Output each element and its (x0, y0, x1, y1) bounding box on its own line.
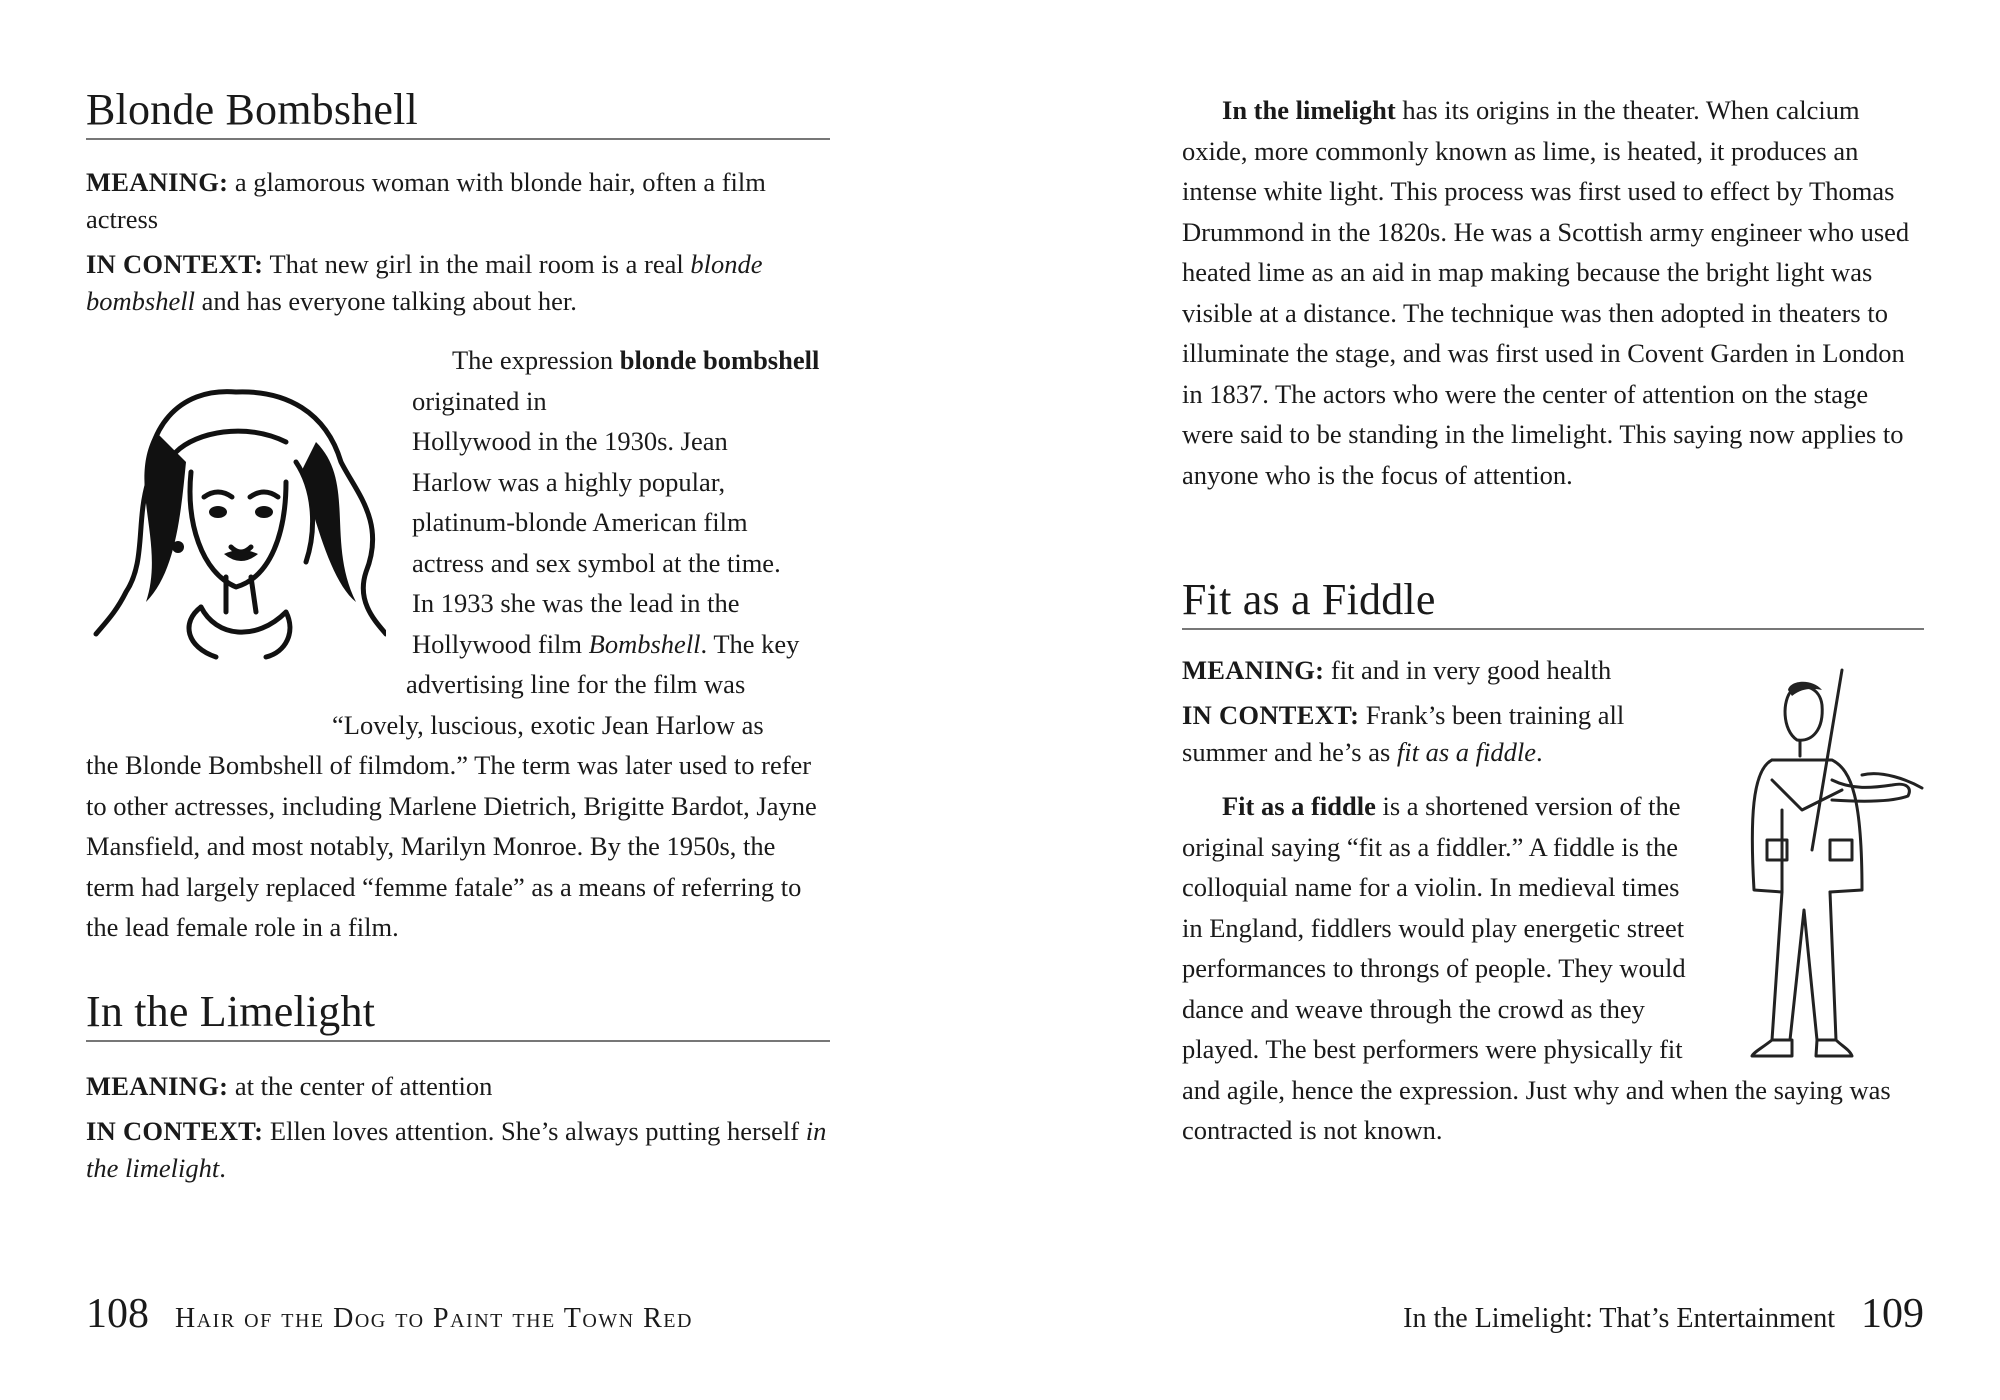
entry-body-fit-as-a-fiddle (1182, 786, 1924, 1151)
right-page (1182, 0, 1924, 1400)
body-text: originated in (412, 385, 547, 416)
entry-title-fit-as-a-fiddle: Fit as a Fiddle (1182, 576, 1924, 630)
body-text: . The key (700, 628, 800, 659)
body-bold-phrase: Fit as a fiddle (1222, 791, 1376, 821)
context-text-start: That new girl in the mail room is a real (269, 249, 691, 279)
film-title: Bombshell (588, 628, 701, 659)
body-bold-phrase: blonde bombshell (619, 345, 820, 375)
page-number: 109 (1861, 1291, 1924, 1337)
body-text: The expression (452, 345, 620, 375)
context-text-end: . (1536, 737, 1543, 767)
meaning-label: MEANING: (86, 1071, 229, 1101)
limelight-body (1182, 90, 1924, 495)
context-line (1182, 697, 1642, 771)
body-bold-phrase: In the limelight (1222, 95, 1396, 125)
definition-block-blonde-bombshell (86, 164, 830, 320)
body-text: actress and sex symbol at the time. (412, 547, 781, 578)
body-text: “Lovely, luscious, exotic Jean Harlow as (332, 709, 764, 740)
context-text-start: Ellen loves attention. She’s always putting herself (269, 1116, 806, 1146)
context-phrase: blonde bombshell (86, 249, 763, 316)
right-footer (1182, 1290, 1924, 1346)
meaning-label: MEANING: (86, 167, 229, 197)
context-text-start: Frank’s been training all summer and he’s as (1182, 700, 1625, 767)
context-label: IN CONTEXT: (1182, 700, 1360, 730)
running-title: In the Limelight: That’s Entertainment (1403, 1303, 1835, 1334)
meaning-line (86, 164, 830, 238)
body-text: Hollywood in the 1930s. Jean (412, 426, 728, 456)
definition-block-in-the-limelight (86, 1068, 830, 1187)
context-label: IN CONTEXT: (86, 249, 264, 279)
page-number: 108 (86, 1291, 149, 1337)
context-label: IN CONTEXT: (86, 1116, 264, 1146)
running-title: Hair of the Dog to Paint the Town Red (175, 1303, 693, 1334)
meaning-text: a glamorous woman with blonde hair, often a film actress (86, 167, 766, 234)
context-text-end: . (219, 1153, 226, 1183)
meaning-line (1182, 652, 1642, 689)
meaning-text: fit and in very good health (1330, 655, 1612, 685)
body-text: advertising line for the film was (406, 669, 746, 699)
definition-block-fit-as-a-fiddle (1182, 652, 1642, 771)
entry-title-in-the-limelight: In the Limelight (86, 988, 830, 1042)
context-phrase: fit as a fiddle (1396, 737, 1537, 767)
body-text: Hollywood film (412, 628, 589, 659)
body-text: In 1933 she was the lead in the (412, 588, 740, 618)
meaning-label: MEANING: (1182, 655, 1325, 685)
context-phrase: in the limelight (86, 1116, 827, 1183)
entry-body-blonde-bombshell (86, 340, 830, 948)
left-page (86, 0, 830, 1400)
context-text-end: and has everyone talking about her. (194, 286, 577, 316)
entry-title-blonde-bombshell: Blonde Bombshell (86, 86, 830, 140)
left-footer (86, 1290, 830, 1346)
body-text: the Blonde Bombshell of filmdom.” The term was later used to refer to other actresses, including Marlene Dietrich, Brigitte Bardot, Jayne Mansfield, and most notably, Marilyn Monroe. By the 1950s, the term had largely replaced “femme fatale” as a means of referring to the lead female role in a film. (86, 750, 817, 942)
body-text: platinum-blonde American film (412, 507, 748, 537)
meaning-text: at the center of attention (234, 1071, 493, 1101)
body-text: is a shortened version of the original saying “fit as a fiddler.” A fiddle is the colloquial name for a violin. In medieval times in England, fiddlers would play energetic street performances to throngs of people. They would dance and weave through the crowd as they played. The best performers were physically fit and agile, hence the expression. Just why and when the saying was contracted is not known. (1182, 791, 1891, 1145)
body-text: has its origins in the theater. When calcium oxide, more commonly known as lime, is heated, it produces an intense white light. This process was first used to effect by Thomas Drummond in the 1820s. He was a Scottish army engineer who used heated lime as an aid in map making because the bright light was visible at a distance. The technique was then adopted in theaters to illuminate the stage, and was first used in Covent Garden in London in 1837. The actors who were the center of attention on the stage were said to be standing in the limelight. This saying now applies to anyone who is the focus of attention. (1182, 95, 1910, 490)
context-line (86, 1113, 830, 1187)
context-line (86, 246, 830, 320)
body-text: Harlow was a highly popular, (412, 466, 726, 497)
meaning-line (86, 1068, 830, 1105)
